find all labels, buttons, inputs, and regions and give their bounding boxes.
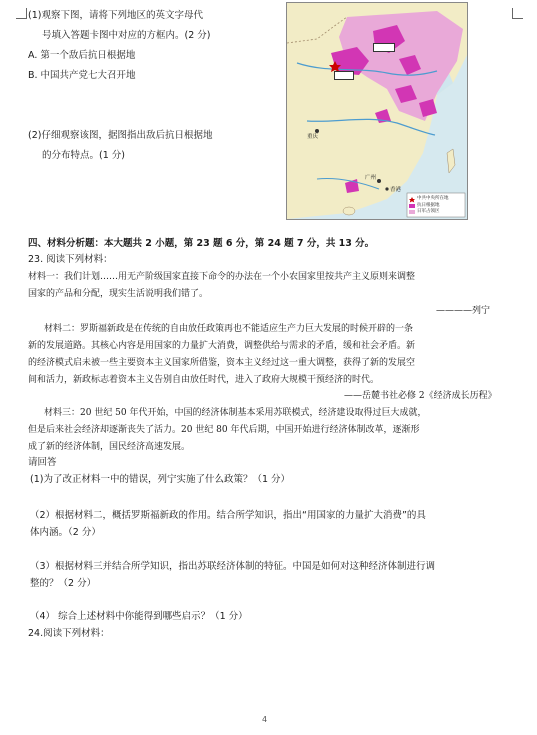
q24-title: 24.阅读下列材料： [28,628,110,639]
q23-material2-source: ——岳麓书社必修 2《经济成长历程》 [344,391,497,401]
q23-subquestion-2-line2: 体内涵。（2 分） [30,527,101,538]
answer-box-upper[interactable] [373,43,395,52]
answer-box-lower[interactable] [334,71,354,80]
q23-subquestion-4: （4） 综合上述材料中你能得到哪些启示？（1 分） [30,611,248,622]
page-number: 4 [262,715,268,724]
q1-prompt-line2: 号填入答题卡图中对应的方框内。(2 分) [42,30,211,41]
q23-subquestion-3-line2: 整的？（2 分） [30,578,97,589]
q23-subquestion-3-line1: （3）根据材料三并结合所学知识，指出苏联经济体制的特征。中国是如何对这种经济体制进行调 [30,561,436,572]
corner-mark-top-left [16,8,27,19]
china-base-area-map [286,2,468,220]
corner-mark-top-right [512,8,523,19]
q23-material3-line2: 但是后来社会经济却逐渐丧失了活力。20 世纪 80 年代后期，中国开始进行经济体制改革，逐渐形 [28,425,420,435]
q2-prompt-line2: 的分布特点。(1 分) [42,150,125,161]
q23-title: 23. 阅读下列材料： [28,254,113,265]
q23-material1-line2: 国家的产品和分配，现实生活说明我们错了。 [28,289,209,299]
q1-option-a: A. 第一个敌后抗日根据地 [28,50,136,61]
q23-subquestion-1: (1)为了改正材料一中的错误，列宁实施了什么政策？（1 分） [30,474,291,485]
q1-prompt-line1: (1)观察下图，请将下列地区的英文字母代 [28,10,203,21]
q23-material1-line1: 材料一：我们计划……用无产阶级国家直接下命令的办法在一个小农国家里按共产主义原则来调整 [28,272,416,282]
q23-material3-line1: 材料三：20 世纪 50 年代开始，中国的经济体制基本采用苏联模式，经济建设取得过巨大成就， [44,408,427,418]
city-label-guangzhou: 广州 [365,175,377,181]
q23-material2-line2: 新的发展道路。其核心内容是用国家的力量扩大消费，调整供给与需求的矛盾，缓和社会矛盾。新 [28,341,416,351]
q23-material2-line1: 材料二：罗斯福新政是在传统的自由放任政策再也不能适应生产力巨大发展的时候开辟的一条 [44,324,414,334]
q23-material1-source: ————列宁 [436,306,491,316]
q23-material3-line3: 成了新的经济体制，国民经济高速发展。 [28,442,191,452]
legend-label-ccp-hq: 中共中央所在地 [417,196,449,201]
q23-answer-prompt: 请回答 [28,457,57,468]
legend-label-base-area: 抗日根据地 [417,203,440,208]
legend-label-occupied-zone: 日军占领区 [417,209,440,214]
city-label-hongkong: 香港 [390,187,402,193]
q23-material2-line4: 间和活力，新政标志着资本主义告别自由放任时代，进入了政府大规模干预经济的时代。 [28,375,380,385]
city-label-chongqing: 重庆 [307,134,319,140]
section-four-header: 四、材料分析题：本大题共 2 小题，第 23 题 6 分，第 24 题 7 分，共 13 分。 [28,238,375,249]
q1-option-b: B. 中国共产党七大召开地 [28,70,136,81]
map-graphic [287,3,467,219]
q2-prompt-line1: (2)仔细观察该图，据图指出敌后抗日根据地 [28,130,213,141]
q23-material2-line3: 的经济模式启未被一些主要资本主义国家所借鉴，资本主义经过这一重大调整，获得了新的发展空 [28,358,416,368]
q23-subquestion-2-line1: （2）根据材料二，概括罗斯福新政的作用。结合所学知识，指出“用国家的力量扩大消费”的具 [30,510,426,521]
